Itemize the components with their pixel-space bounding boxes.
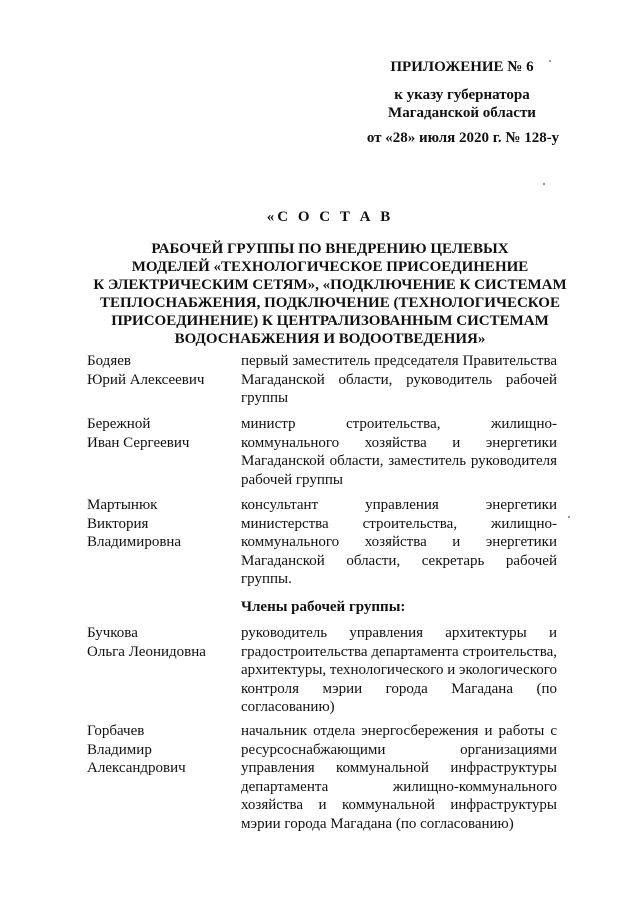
title-line: ВОДОСНАБЖЕНИЯ И ВОДООТВЕДЕНИЯ» — [174, 331, 486, 347]
scan-speck — [568, 516, 570, 518]
title-line: МОДЕЛЕЙ «ТЕХНОЛОГИЧЕСКОЕ ПРИСОЕДИНЕНИЕ — [131, 259, 529, 275]
patronymic: Владимировна — [87, 534, 182, 550]
member-name — [87, 624, 232, 661]
document-title — [70, 208, 590, 348]
member-role: руководитель управления архитектуры и градостроительства департамента строительства, архитектуры, технологического и экологического контроля мэрии города Магадана (по согласованию) — [241, 625, 557, 715]
title-line: ТЕПЛОСНАБЖЕНИЯ, ПОДКЛЮЧЕНИЕ (ТЕХНОЛОГИЧЕСКОЕ — [100, 295, 560, 311]
appendix-decree-line — [372, 86, 552, 105]
surname: Бучкова — [87, 625, 138, 641]
appendix-region-line — [372, 104, 552, 123]
given-names: Юрий Алексеевич — [87, 371, 205, 388]
members-heading: Члены рабочей группы: — [241, 599, 406, 615]
appendix-decree: к указу губернатора — [394, 87, 530, 103]
given-name: Виктория — [87, 515, 149, 532]
member-role: консультант управления энергетики министерства строительства, жилищно-коммунального хозяйства и энергетики Магаданской области, секретарь рабочей группы. — [241, 497, 557, 587]
member-role: первый заместитель председателя Правительства Магаданской области, руководитель рабочей группы — [241, 353, 557, 406]
given-name: Владимир — [87, 741, 152, 758]
scan-speck — [549, 60, 551, 62]
member-name — [87, 352, 232, 389]
surname: Бодяев — [87, 353, 131, 369]
patronymic: Александрович — [87, 760, 186, 776]
title-line: К ЭЛЕКТРИЧЕСКИМ СЕТЯМ», «ПОДКЛЮЧЕНИЕ К СИСТЕМАМ — [93, 277, 567, 293]
scan-speck — [543, 183, 545, 185]
surname: Горбачев — [87, 723, 145, 739]
member-name — [87, 496, 232, 552]
appendix-date-line — [363, 129, 563, 148]
appendix-date: от «28» июля 2020 г. № 128-у — [366, 130, 560, 146]
surname: Мартынюк — [87, 497, 158, 513]
member-name — [87, 722, 232, 778]
member-role: министр строительства, жилищно-коммунального хозяйства и энергетики Магаданской области, заместитель руководителя рабочей группы — [241, 416, 557, 488]
title-line: РАБОЧЕЙ ГРУППЫ ПО ВНЕДРЕНИЮ ЦЕЛЕВЫХ — [151, 241, 509, 257]
appendix-region: Магаданской области — [388, 105, 536, 121]
title-line: ПРИСОЕДИНЕНИЕ) К ЦЕНТРАЛИЗОВАННЫМ СИСТЕМАМ — [111, 313, 549, 329]
member-name — [87, 415, 232, 452]
title-head: «С О С Т А В — [266, 209, 394, 225]
appendix-title — [372, 58, 552, 77]
member-role: начальник отдела энергосбережения и работы с ресурсоснабжающими организациями управления коммунальной инфраструктуры департамента жилищно-коммунального хозяйства и коммунальной инфраструктуры мэрии города Магадана (по согласованию) — [241, 723, 557, 832]
appendix-number: ПРИЛОЖЕНИЕ № 6 — [390, 59, 534, 75]
given-names: Ольга Леонидовна — [87, 643, 206, 660]
surname: Бережной — [87, 416, 151, 432]
given-names: Иван Сергеевич — [87, 434, 190, 451]
